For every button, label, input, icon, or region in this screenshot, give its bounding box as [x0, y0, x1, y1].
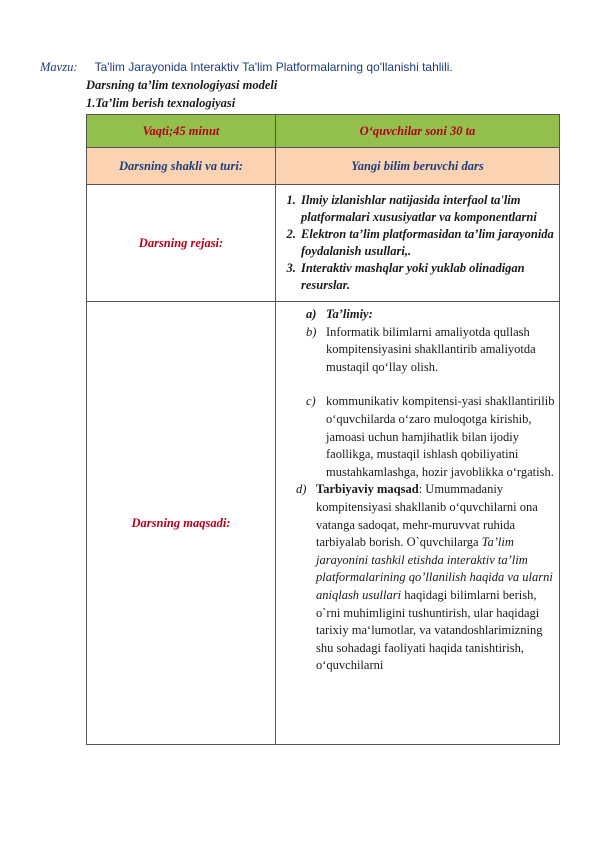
- topic-line: [40, 60, 453, 75]
- goal-row: [87, 302, 560, 745]
- goal-label-cell: Darsning maqsadi:: [87, 302, 276, 745]
- plan-item: 2. Elektron ta’lim platformasidan ta’lim jarayonida foydalanish usullari,.: [299, 226, 554, 260]
- form-value-cell: Yangi bilim beruvchi dars: [276, 148, 560, 185]
- form-label-cell: Darsning shakli va turi:: [87, 148, 276, 185]
- goal-part: : Umummadaniy kompitensiyasi shakllanib o‘quvchilarni ona vatanga sadoqat, mehr-muruvvat ruhida tarbiyalab borish. O`quvchilarga: [316, 482, 538, 550]
- topic-label: Mavzu:: [40, 60, 78, 74]
- plan-label-cell: Darsning rejasi:: [87, 185, 276, 302]
- goal-item-a: [306, 306, 555, 324]
- list-marker: a): [306, 307, 317, 321]
- goal-list-cell: [276, 302, 560, 745]
- plan-list-cell: [276, 185, 560, 302]
- goal-text: [316, 481, 555, 675]
- section-heading: 1.Ta’lim berish texnalogiyasi: [86, 96, 236, 110]
- list-marker: b): [306, 324, 317, 339]
- model-heading: Darsning ta’lim texnologiyasi modeli: [86, 78, 278, 92]
- list-marker: d): [296, 482, 307, 497]
- time-row: [87, 115, 560, 148]
- plan-item: 1. Ilmiy izlanishlar natijasida interfaol ta'lim platformalari xususiyatlar va komponentlarni: [299, 192, 554, 226]
- plan-list: [277, 192, 554, 294]
- plan-item: 3. Interaktiv mashqlar yoki yuklab olinadigan resurslar.: [299, 260, 554, 294]
- topic-text: Ta'lim Jarayonida Interaktiv Ta'lim Platformalarning qo'llanishi tahlili.: [94, 60, 453, 74]
- goal-item-c: [306, 393, 555, 481]
- goal-part: haqidagi bilimlarni berish, o`rni muhimligini tushuntirish, ular haqidagi tarixiy ma‘lumotlar, va vatandoshlarimizning shu sohadagi faoliyati haqida tanishtirish, o‘quvchilarni: [316, 587, 543, 673]
- goal-text: Informatik bilimlarni amaliyotda qullash kompitensiyasini shakllantirib amaliyotda mustaqil qo‘llay olish.: [326, 324, 536, 374]
- goal-item-b: [306, 324, 555, 377]
- plan-row: [87, 185, 560, 302]
- form-row: [87, 148, 560, 185]
- goal-italic: Ta’lim jarayonini tashkil etishda interaktiv ta’lim platformalarining qo’llanilish haqida va ularni aniqlash usullari: [316, 535, 553, 602]
- students-cell: O‘quvchilar soni 30 ta: [276, 115, 560, 148]
- goal-text: kommunikativ kompitensi-yasi shakllantirilib o‘quvchilarda o‘zaro muloqotga kirishib, jamoasi uchun hamjihatlik bilan ijodiy faollikga, mustaqil ishlash qobiliyatini mustahkamlashga, hozir javoblikka o‘rgatish.: [326, 394, 555, 479]
- goal-text: Ta’limiy:: [326, 307, 373, 321]
- goal-item-d: [296, 481, 555, 675]
- lesson-table: [86, 114, 560, 745]
- list-marker: c): [306, 394, 316, 409]
- goal-bold: Tarbiyaviy maqsad: [316, 482, 419, 497]
- time-cell: Vaqti;45 minut: [87, 115, 276, 148]
